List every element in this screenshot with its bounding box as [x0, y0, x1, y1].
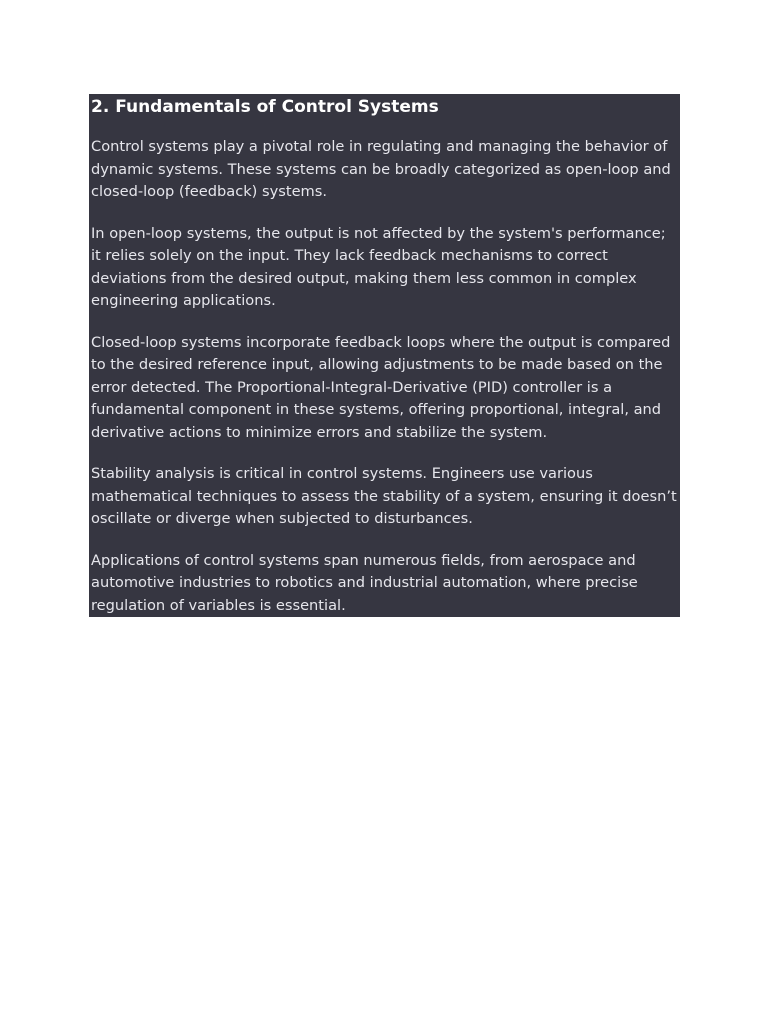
paragraph-applications: Applications of control systems span numerous fields, from aerospace and automotive industries to robotics and industrial automation, where precise regulation of variables is essential. [91, 551, 638, 614]
section-heading: 2. Fundamentals of Control Systems [91, 97, 439, 117]
paragraph-open-loop: In open-loop systems, the output is not affected by the system's performance; it relies solely on the input. They lack feedback mechanisms to correct deviations from the desired output, making them less common in complex engineering applications. [91, 224, 666, 309]
content-block [89, 94, 680, 617]
paragraph-intro: Control systems play a pivotal role in regulating and managing the behavior of dynamic systems. These systems can be broadly categorized as open-loop and closed-loop (feedback) systems. [91, 138, 671, 200]
paragraph-closed-loop: Closed-loop systems incorporate feedback loops where the output is compared to the desired reference input, allowing adjustments to be made based on the error detected. The Proportional-Integral-Derivative (PID) controller is a fundamental component in these systems, offering proportional, integral, and derivative actions to minimize errors and stabilize the system. [91, 333, 671, 441]
paragraph-stability: Stability analysis is critical in control systems. Engineers use various mathematical techniques to assess the stability of a system, ensuring it doesn’t oscillate or diverge when subjected to disturbances. [91, 465, 677, 527]
